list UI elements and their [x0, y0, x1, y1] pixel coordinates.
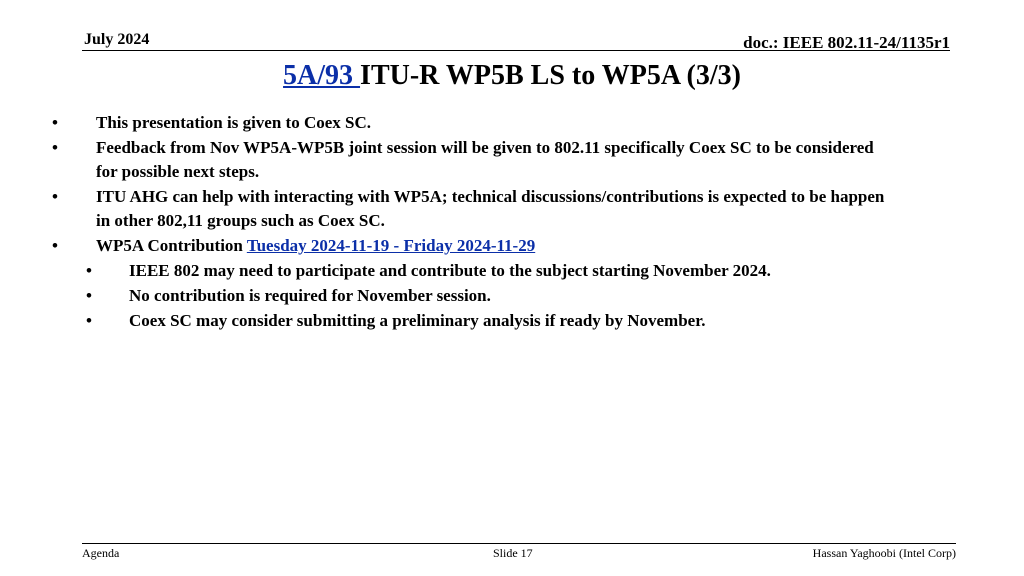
- bullet-text: This presentation is given to Coex SC.: [96, 113, 372, 132]
- header-date: July 2024: [84, 31, 150, 48]
- title-link[interactable]: 5A/93: [283, 60, 361, 91]
- slide-title: [0, 60, 1024, 92]
- bullet-item: [0, 111, 896, 135]
- bullet-item: [0, 185, 896, 233]
- footer-divider: [82, 543, 956, 544]
- sub-bullet-marker: •: [86, 261, 92, 280]
- sub-bullet-item: [0, 309, 909, 333]
- bullet-marker: •: [52, 187, 58, 206]
- sub-bullet-text: No contribution is required for November session.: [129, 286, 491, 305]
- bullet-text: ITU AHG can help with interacting with WP5A; technical discussions/contributions is expected to be happen in other 802,11 groups such as Coex SC.: [96, 187, 885, 230]
- sub-bullet-item: [0, 284, 909, 308]
- sub-bullet-text: Coex SC may consider submitting a preliminary analysis if ready by November.: [129, 311, 706, 330]
- header-doc-id: doc.: IEEE 802.11-24/1135r1: [743, 33, 950, 52]
- sub-bullet-marker: •: [86, 286, 92, 305]
- slide-number: Slide 17: [493, 546, 533, 560]
- contribution-dates-link[interactable]: Tuesday 2024-11-19 - Friday 2024-11-29: [246, 236, 536, 255]
- bullet-marker: •: [52, 236, 58, 255]
- sub-bullet-text: IEEE 802 may need to participate and contribute to the subject starting November 2024.: [129, 261, 771, 280]
- bullet-marker: •: [52, 138, 58, 157]
- title-text: ITU-R WP5B LS to WP5A (3/3): [360, 60, 741, 91]
- bullet-list: [0, 111, 1024, 334]
- header-divider: [82, 50, 950, 51]
- sub-bullet-item: [0, 259, 909, 283]
- bullet-marker: •: [52, 113, 58, 132]
- footer-author: Hassan Yaghoobi (Intel Corp): [812, 546, 956, 560]
- bullet-text: WP5A Contribution: [96, 236, 247, 255]
- bullet-text: Feedback from Nov WP5A-WP5B joint session will be given to 802.11 specifically Coex SC to be considered for possible next steps.: [96, 138, 874, 181]
- bullet-item: [0, 136, 896, 184]
- footer-left: Agenda: [82, 546, 120, 560]
- bullet-item: [0, 234, 896, 258]
- sub-bullet-marker: •: [86, 311, 92, 330]
